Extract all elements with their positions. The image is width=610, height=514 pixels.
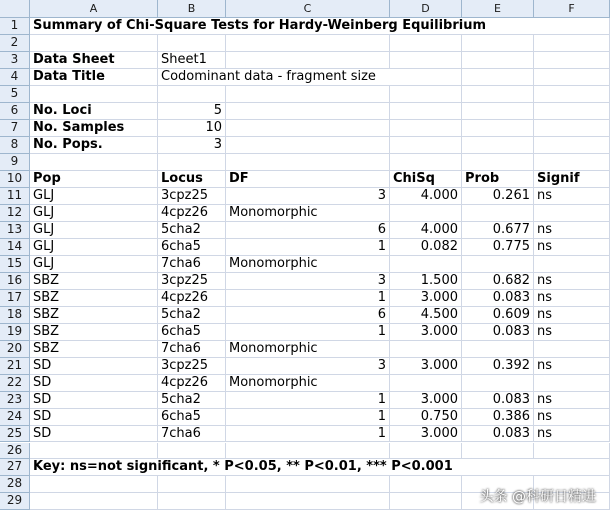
cell-b23[interactable] [158,392,226,409]
cell-value: Key: ns=not significant, * P<0.05, ** P<0.01, *** P<0.001 [33,459,453,475]
row-header-15[interactable]: 15 [0,256,30,273]
cell-a6[interactable] [30,103,158,120]
cell-value: 5 [213,102,222,118]
cell-value: ns [537,272,553,288]
cell-value: 3 [377,272,386,288]
cell-value: Signif [537,170,580,186]
cell-b29[interactable] [158,493,226,510]
cell-a7[interactable] [30,120,158,137]
cell-b8[interactable] [158,137,226,154]
row-header-12[interactable]: 12 [0,205,30,222]
cell-value: 0.261 [492,187,530,203]
cell-value: 4.000 [420,221,458,237]
cell-value: 3cpz25 [161,357,209,373]
row-header-20[interactable]: 20 [0,341,30,358]
cell-f5[interactable] [534,86,610,103]
cell-value: 0.083 [492,391,530,407]
cell-value: 0.775 [492,238,530,254]
cell-a23[interactable] [30,392,158,409]
cell-d18[interactable] [390,307,462,324]
cell-c23[interactable] [226,392,390,409]
row-header-3[interactable]: 3 [0,52,30,69]
cell-b24[interactable] [158,409,226,426]
column-header-a[interactable]: A [30,0,158,18]
cell-value: SBZ [33,306,60,322]
cell-value: ns [537,306,553,322]
cell-value: No. Pops. [33,136,103,152]
cell-e5[interactable] [462,86,534,103]
cell-d17[interactable] [390,290,462,307]
cell-f12[interactable] [534,205,610,222]
row-header-9[interactable]: 9 [0,154,30,171]
cell-value: 6 [377,221,386,237]
cell-d9[interactable] [390,154,462,171]
cell-e14[interactable] [462,239,534,256]
cell-b20[interactable] [158,341,226,358]
cell-c20[interactable] [226,341,390,358]
cell-f26[interactable] [534,443,610,460]
cell-a24[interactable] [30,409,158,426]
cell-value: SD [33,357,52,373]
cell-value: 10 [205,119,222,135]
cell-value: 3cpz25 [161,187,209,203]
row-header-11[interactable]: 11 [0,188,30,205]
cell-a13[interactable] [30,222,158,239]
cell-value: 0.677 [492,221,530,237]
cell-a25[interactable] [30,426,158,443]
cell-value: SD [33,391,52,407]
cell-e10[interactable] [462,171,534,188]
cell-value: 1 [377,391,386,407]
cell-value: SD [33,425,52,441]
cell-value: ns [537,187,553,203]
cell-a29[interactable] [30,493,158,510]
cell-e20[interactable] [462,341,534,358]
cell-e11[interactable] [462,188,534,205]
cell-value: 0.083 [492,425,530,441]
cell-e27[interactable] [462,459,534,476]
cell-value: Pop [33,170,61,186]
cell-e13[interactable] [462,222,534,239]
cell-f18[interactable] [534,307,610,324]
cell-value: Sheet1 [161,51,207,67]
cell-e9[interactable] [462,154,534,171]
cell-d8[interactable] [390,137,462,154]
cell-d16[interactable] [390,273,462,290]
cell-value: 7cha6 [161,425,201,441]
cell-c16[interactable] [226,273,390,290]
cell-c2[interactable] [226,35,390,52]
cell-value: 3 [213,136,222,152]
row-header-10[interactable]: 10 [0,171,30,188]
cell-b4[interactable] [158,68,376,86]
cell-b28[interactable] [158,476,226,493]
cell-value: 1 [377,238,386,254]
cell-e2[interactable] [462,35,534,52]
cell-c26[interactable] [226,443,390,460]
column-header-f[interactable]: F [534,0,610,18]
cell-a28[interactable] [30,476,158,493]
cell-e26[interactable] [462,443,534,460]
cell-value: 1 [377,425,386,441]
cell-c9[interactable] [226,154,390,171]
row-header-19[interactable]: 19 [0,324,30,341]
cell-f9[interactable] [534,154,610,171]
cell-value: 3.000 [420,289,458,305]
cell-f27[interactable] [534,459,610,476]
cell-value: ns [537,323,553,339]
cell-d19[interactable] [390,324,462,341]
cell-value: Locus [161,170,203,186]
cell-c18[interactable] [226,307,390,324]
cell-value: 5cha2 [161,306,201,322]
cell-b11[interactable] [158,188,226,205]
cell-d15[interactable] [390,256,462,273]
cell-c8[interactable] [226,137,390,154]
cell-a21[interactable] [30,358,158,375]
cell-e16[interactable] [462,273,534,290]
cell-f7[interactable] [534,120,610,137]
cell-c14[interactable] [226,239,390,256]
cell-d13[interactable] [390,222,462,239]
cell-f21[interactable] [534,358,610,375]
cell-value: 1.500 [420,272,458,288]
cell-e15[interactable] [462,256,534,273]
cell-value: 4cpz26 [161,374,209,390]
cell-b25[interactable] [158,426,226,443]
cell-a22[interactable] [30,375,158,392]
cell-e22[interactable] [462,375,534,392]
cell-e21[interactable] [462,358,534,375]
cell-c15[interactable] [226,256,390,273]
cell-value: Data Title [33,68,105,84]
cell-a18[interactable] [30,307,158,324]
cell-b19[interactable] [158,324,226,341]
cell-b26[interactable] [158,443,226,460]
cell-value: Prob [465,170,500,186]
cell-b2[interactable] [158,35,226,52]
cell-value: 3.000 [420,425,458,441]
cell-b12[interactable] [158,205,226,222]
cell-b5[interactable] [158,86,226,103]
row-header-14[interactable]: 14 [0,239,30,256]
column-header-d[interactable]: D [390,0,462,18]
cell-value: No. Samples [33,119,125,135]
cell-a26[interactable] [30,443,158,460]
row-header-7[interactable]: 7 [0,120,30,137]
cell-value: GLJ [33,204,55,220]
cell-e3[interactable] [462,52,534,69]
cell-d28[interactable] [390,476,462,493]
cell-e4[interactable] [462,69,534,86]
cell-a12[interactable] [30,205,158,222]
cell-d2[interactable] [390,35,462,52]
row-header-5[interactable]: 5 [0,86,30,103]
cell-f15[interactable] [534,256,610,273]
cell-b10[interactable] [158,171,226,188]
cell-d26[interactable] [390,443,462,460]
cell-value: Monomorphic [229,374,318,390]
cell-f4[interactable] [534,69,610,86]
cell-value: SBZ [33,272,60,288]
cell-f6[interactable] [534,103,610,120]
cell-value: ns [537,221,553,237]
cell-f3[interactable] [534,52,610,69]
cell-d14[interactable] [390,239,462,256]
cell-f17[interactable] [534,290,610,307]
cell-a5[interactable] [30,86,158,103]
cell-value: ns [537,391,553,407]
cell-d24[interactable] [390,409,462,426]
cell-c11[interactable] [226,188,390,205]
cell-d25[interactable] [390,426,462,443]
cell-f19[interactable] [534,324,610,341]
cell-a1[interactable] [30,18,487,35]
cell-value: 5cha2 [161,391,201,407]
cell-b13[interactable] [158,222,226,239]
cell-b7[interactable] [158,120,226,137]
cell-a27[interactable] [30,459,453,476]
cell-value: No. Loci [33,102,92,118]
cell-value: ns [537,289,553,305]
row-header-16[interactable]: 16 [0,273,30,290]
row-header-23[interactable]: 23 [0,392,30,409]
cell-value: 1 [377,408,386,424]
cell-d4[interactable] [390,69,462,86]
cell-d11[interactable] [390,188,462,205]
row-header-4[interactable]: 4 [0,69,30,86]
cell-c13[interactable] [226,222,390,239]
cell-c6[interactable] [226,103,390,120]
cell-d6[interactable] [390,103,462,120]
cell-value: 6cha5 [161,238,201,254]
cell-f23[interactable] [534,392,610,409]
select-all-corner[interactable] [0,0,30,18]
row-header-29[interactable]: 29 [0,493,30,510]
row-header-25[interactable]: 25 [0,426,30,443]
cell-d23[interactable] [390,392,462,409]
cell-a10[interactable] [30,171,158,188]
cell-e12[interactable] [462,205,534,222]
cell-c22[interactable] [226,375,390,392]
cell-f14[interactable] [534,239,610,256]
cell-value: ChiSq [393,170,435,186]
cell-value: Monomorphic [229,204,318,220]
cell-value: Codominant data - fragment size [161,68,376,84]
cell-value: SD [33,408,52,424]
cell-f20[interactable] [534,341,610,358]
cell-b21[interactable] [158,358,226,375]
row-header-6[interactable]: 6 [0,103,30,120]
cell-value: Monomorphic [229,255,318,271]
cell-c28[interactable] [226,476,390,493]
cell-d29[interactable] [390,493,462,510]
cell-f1[interactable] [534,18,610,35]
cell-c10[interactable] [226,171,390,188]
cell-value: 4cpz26 [161,289,209,305]
cell-value: SD [33,374,52,390]
row-header-2[interactable]: 2 [0,35,30,52]
cell-value: 0.083 [492,289,530,305]
row-header-1[interactable]: 1 [0,18,30,35]
cell-c7[interactable] [226,120,390,137]
cell-value: ns [537,425,553,441]
cell-c25[interactable] [226,426,390,443]
row-header-13[interactable]: 13 [0,222,30,239]
cell-value: GLJ [33,238,55,254]
row-header-8[interactable]: 8 [0,137,30,154]
cell-value: 0.682 [492,272,530,288]
cell-value: Monomorphic [229,340,318,356]
cell-value: 0.082 [420,238,458,254]
cell-value: 0.609 [492,306,530,322]
row-header-27[interactable]: 27 [0,459,30,476]
cell-c19[interactable] [226,324,390,341]
cell-value: ns [537,357,553,373]
cell-f2[interactable] [534,35,610,52]
cell-b6[interactable] [158,103,226,120]
cell-a19[interactable] [30,324,158,341]
column-header-e[interactable]: E [462,0,534,18]
cell-f24[interactable] [534,409,610,426]
cell-d12[interactable] [390,205,462,222]
cell-e7[interactable] [462,120,534,137]
row-header-22[interactable]: 22 [0,375,30,392]
cell-e8[interactable] [462,137,534,154]
cell-f25[interactable] [534,426,610,443]
cell-value: 6 [377,306,386,322]
cell-e23[interactable] [462,392,534,409]
cell-a14[interactable] [30,239,158,256]
cell-value: 0.386 [492,408,530,424]
cell-value: 4.000 [420,187,458,203]
cell-b18[interactable] [158,307,226,324]
row-header-17[interactable]: 17 [0,290,30,307]
cell-value: 6cha5 [161,408,201,424]
cell-a11[interactable] [30,188,158,205]
row-header-24[interactable]: 24 [0,409,30,426]
cell-f11[interactable] [534,188,610,205]
cell-value: SBZ [33,340,60,356]
column-header-b[interactable]: B [158,0,226,18]
cell-value: GLJ [33,187,55,203]
cell-c24[interactable] [226,409,390,426]
watermark: 头条 @科研日精进 [479,489,596,505]
cell-b3[interactable] [158,52,226,69]
cell-value: 3.000 [420,357,458,373]
cell-c21[interactable] [226,358,390,375]
cell-d3[interactable] [390,52,462,69]
cell-d5[interactable] [390,86,462,103]
cell-value: 6cha5 [161,323,201,339]
row-header-26[interactable]: 26 [0,443,30,460]
column-header-c[interactable]: C [226,0,390,18]
cell-c12[interactable] [226,205,390,222]
cell-e25[interactable] [462,426,534,443]
cell-a9[interactable] [30,154,158,171]
cell-value: 4.500 [420,306,458,322]
cell-value: ns [537,238,553,254]
cell-value: 5cha2 [161,221,201,237]
cell-value: 3.000 [420,323,458,339]
cell-f10[interactable] [534,171,610,188]
cell-f22[interactable] [534,375,610,392]
cell-value: 7cha6 [161,255,201,271]
cell-value: 0.750 [420,408,458,424]
cell-f16[interactable] [534,273,610,290]
cell-d21[interactable] [390,358,462,375]
cell-value: ns [537,408,553,424]
cell-value: SBZ [33,323,60,339]
cell-c29[interactable] [226,493,390,510]
cell-e6[interactable] [462,103,534,120]
cell-c17[interactable] [226,290,390,307]
cell-a15[interactable] [30,256,158,273]
cell-a4[interactable] [30,69,158,86]
cell-e18[interactable] [462,307,534,324]
cell-f8[interactable] [534,137,610,154]
cell-d20[interactable] [390,341,462,358]
cell-value: 0.392 [492,357,530,373]
cell-value: DF [229,170,249,186]
cell-a3[interactable] [30,52,158,69]
cell-c3[interactable] [226,52,390,69]
row-header-28[interactable]: 28 [0,476,30,493]
cell-value: Summary of Chi-Square Tests for Hardy-Weinberg Equilibrium [33,18,487,33]
cell-d7[interactable] [390,120,462,137]
cell-a2[interactable] [30,35,158,52]
cell-value: 7cha6 [161,340,201,356]
cell-value: 1 [377,289,386,305]
cell-d22[interactable] [390,375,462,392]
row-header-21[interactable]: 21 [0,358,30,375]
cell-value: GLJ [33,221,55,237]
cell-a8[interactable] [30,137,158,154]
cell-b14[interactable] [158,239,226,256]
cell-d10[interactable] [390,171,462,188]
cell-value: 3cpz25 [161,272,209,288]
cell-b17[interactable] [158,290,226,307]
cell-value: 3 [377,187,386,203]
cell-f13[interactable] [534,222,610,239]
cell-value: Data Sheet [33,51,115,67]
cell-a17[interactable] [30,290,158,307]
cell-value: 0.083 [492,323,530,339]
cell-e24[interactable] [462,409,534,426]
cell-e19[interactable] [462,324,534,341]
cell-value: 4cpz26 [161,204,209,220]
cell-a20[interactable] [30,341,158,358]
cell-value: SBZ [33,289,60,305]
cell-a16[interactable] [30,273,158,290]
cell-b22[interactable] [158,375,226,392]
cell-b15[interactable] [158,256,226,273]
cell-value: 1 [377,323,386,339]
cell-c5[interactable] [226,86,390,103]
cell-value: 3 [377,357,386,373]
row-header-18[interactable]: 18 [0,307,30,324]
cell-value: 3.000 [420,391,458,407]
cell-e17[interactable] [462,290,534,307]
cell-b16[interactable] [158,273,226,290]
cell-value: GLJ [33,255,55,271]
cell-b9[interactable] [158,154,226,171]
